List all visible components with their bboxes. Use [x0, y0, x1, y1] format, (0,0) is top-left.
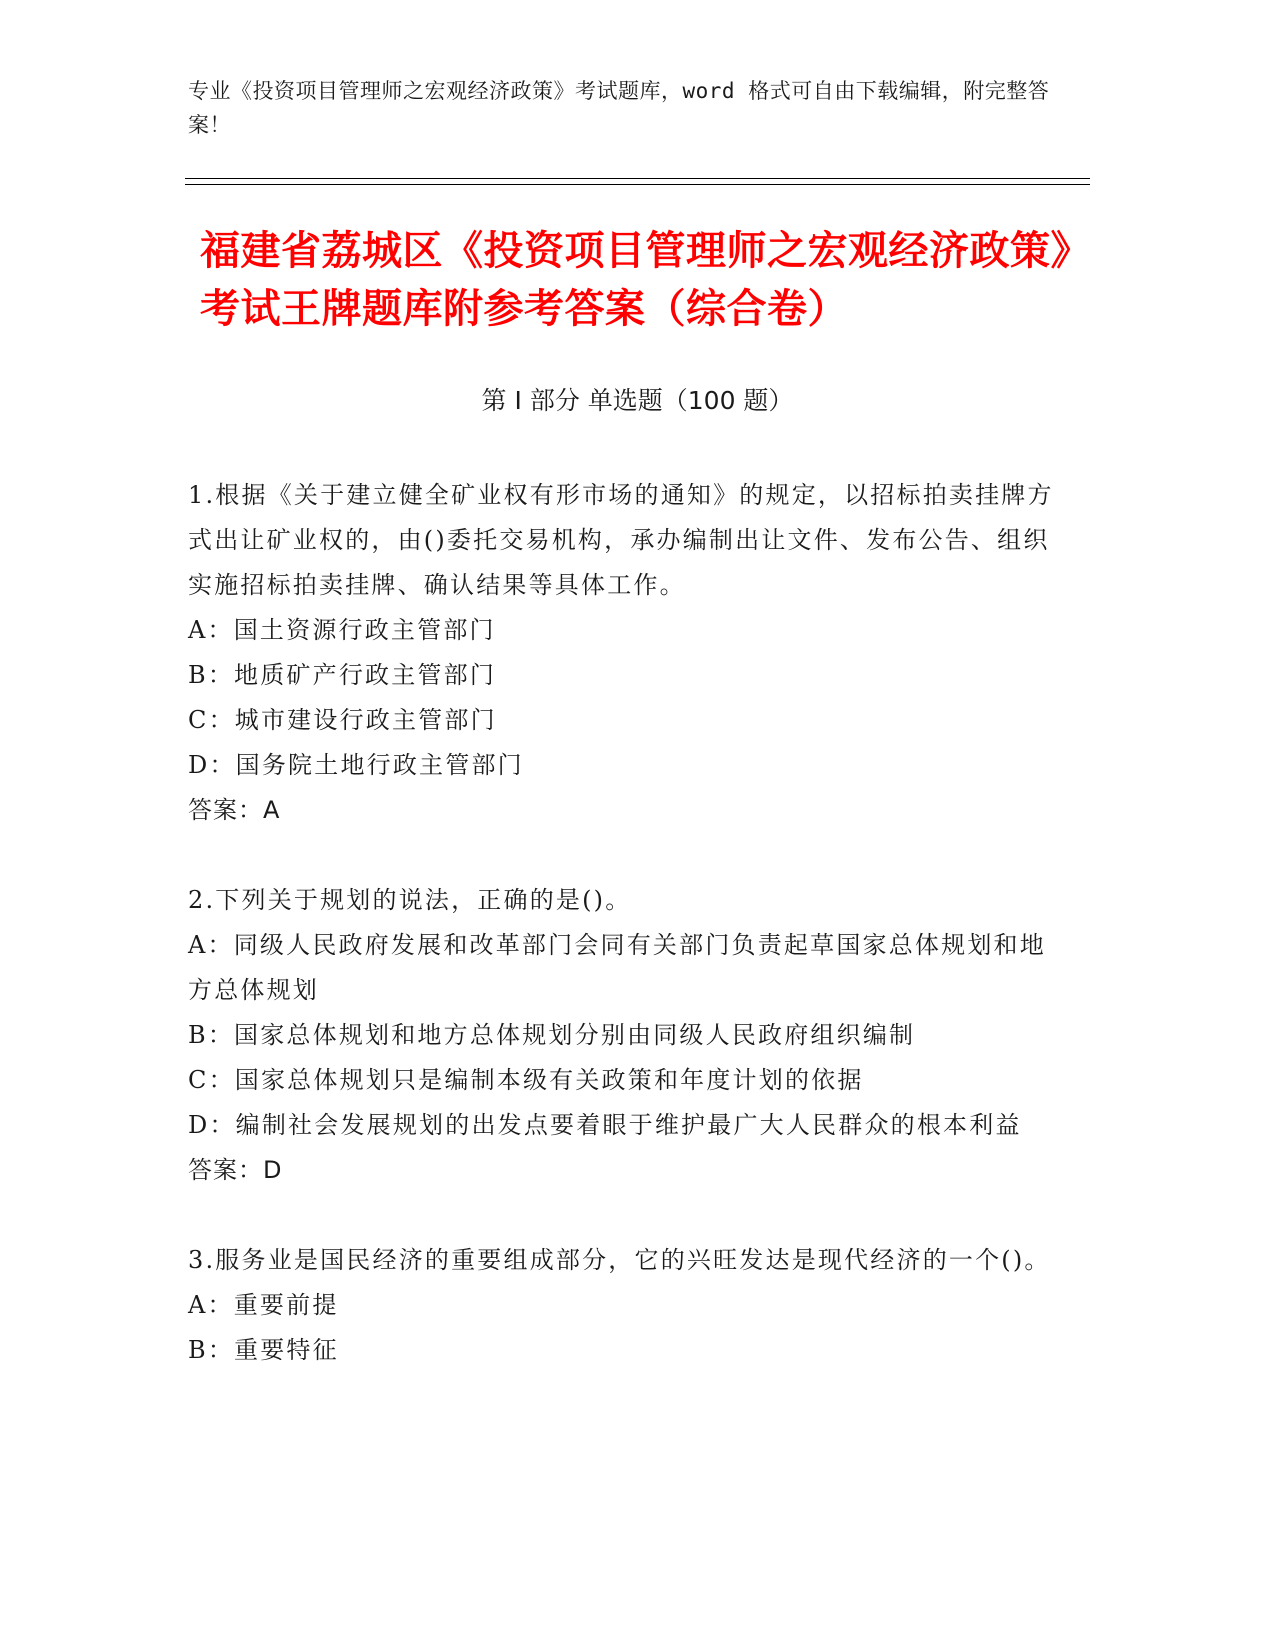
question-stem: 1.根据《关于建立健全矿业权有形市场的通知》的规定，以招标拍卖挂牌方式出让矿业权的，由()委托交易机构，承办编制出让文件、发布公告、组织实施招标拍卖挂牌、确认结果等具体工作。: [188, 481, 1054, 599]
header-rule-bottom: [185, 184, 1090, 185]
option-d: D：国务院土地行政主管部门: [188, 751, 524, 779]
question-item: [188, 878, 1068, 1193]
option-a: A：国土资源行政主管部门: [188, 616, 496, 644]
question-list: [188, 473, 1068, 1373]
option-c: C：国家总体规划只是编制本级有关政策和年度计划的依据: [188, 1066, 864, 1094]
question-stem: 2.下列关于规划的说法，正确的是()。: [188, 886, 632, 914]
option-b: B：重要特征: [188, 1336, 339, 1364]
section-title: 第 I 部分 单选题（100 题）: [481, 386, 794, 415]
answer-line: 答案：A: [188, 796, 281, 824]
answer-line: 答案：D: [188, 1156, 283, 1184]
question-item: [188, 1238, 1068, 1373]
document-title: 福建省荔城区《投资项目管理师之宏观经济政策》考试王牌题库附参考答案（综合卷）: [200, 228, 1071, 332]
option-b: B：地质矿产行政主管部门: [188, 661, 497, 689]
question-stem: 3.服务业是国民经济的重要组成部分，它的兴旺发达是现代经济的一个()。: [188, 1246, 1051, 1274]
option-d: D：编制社会发展规划的出发点要着眼于维护最广大人民群众的根本利益: [188, 1111, 1022, 1139]
option-a: A：重要前提: [188, 1291, 339, 1319]
question-item: [188, 473, 1068, 833]
option-a: A：同级人民政府发展和改革部门会同有关部门负责起草国家总体规划和地方总体规划: [188, 931, 1046, 1004]
header-rule-top: [185, 178, 1090, 179]
option-c: C：城市建设行政主管部门: [188, 706, 497, 734]
header-note: 专业《投资项目管理师之宏观经济政策》考试题库，word 格式可自由下载编辑，附完整答案！: [188, 79, 1050, 137]
option-b: B：国家总体规划和地方总体规划分别由同级人民政府组织编制: [188, 1021, 916, 1049]
